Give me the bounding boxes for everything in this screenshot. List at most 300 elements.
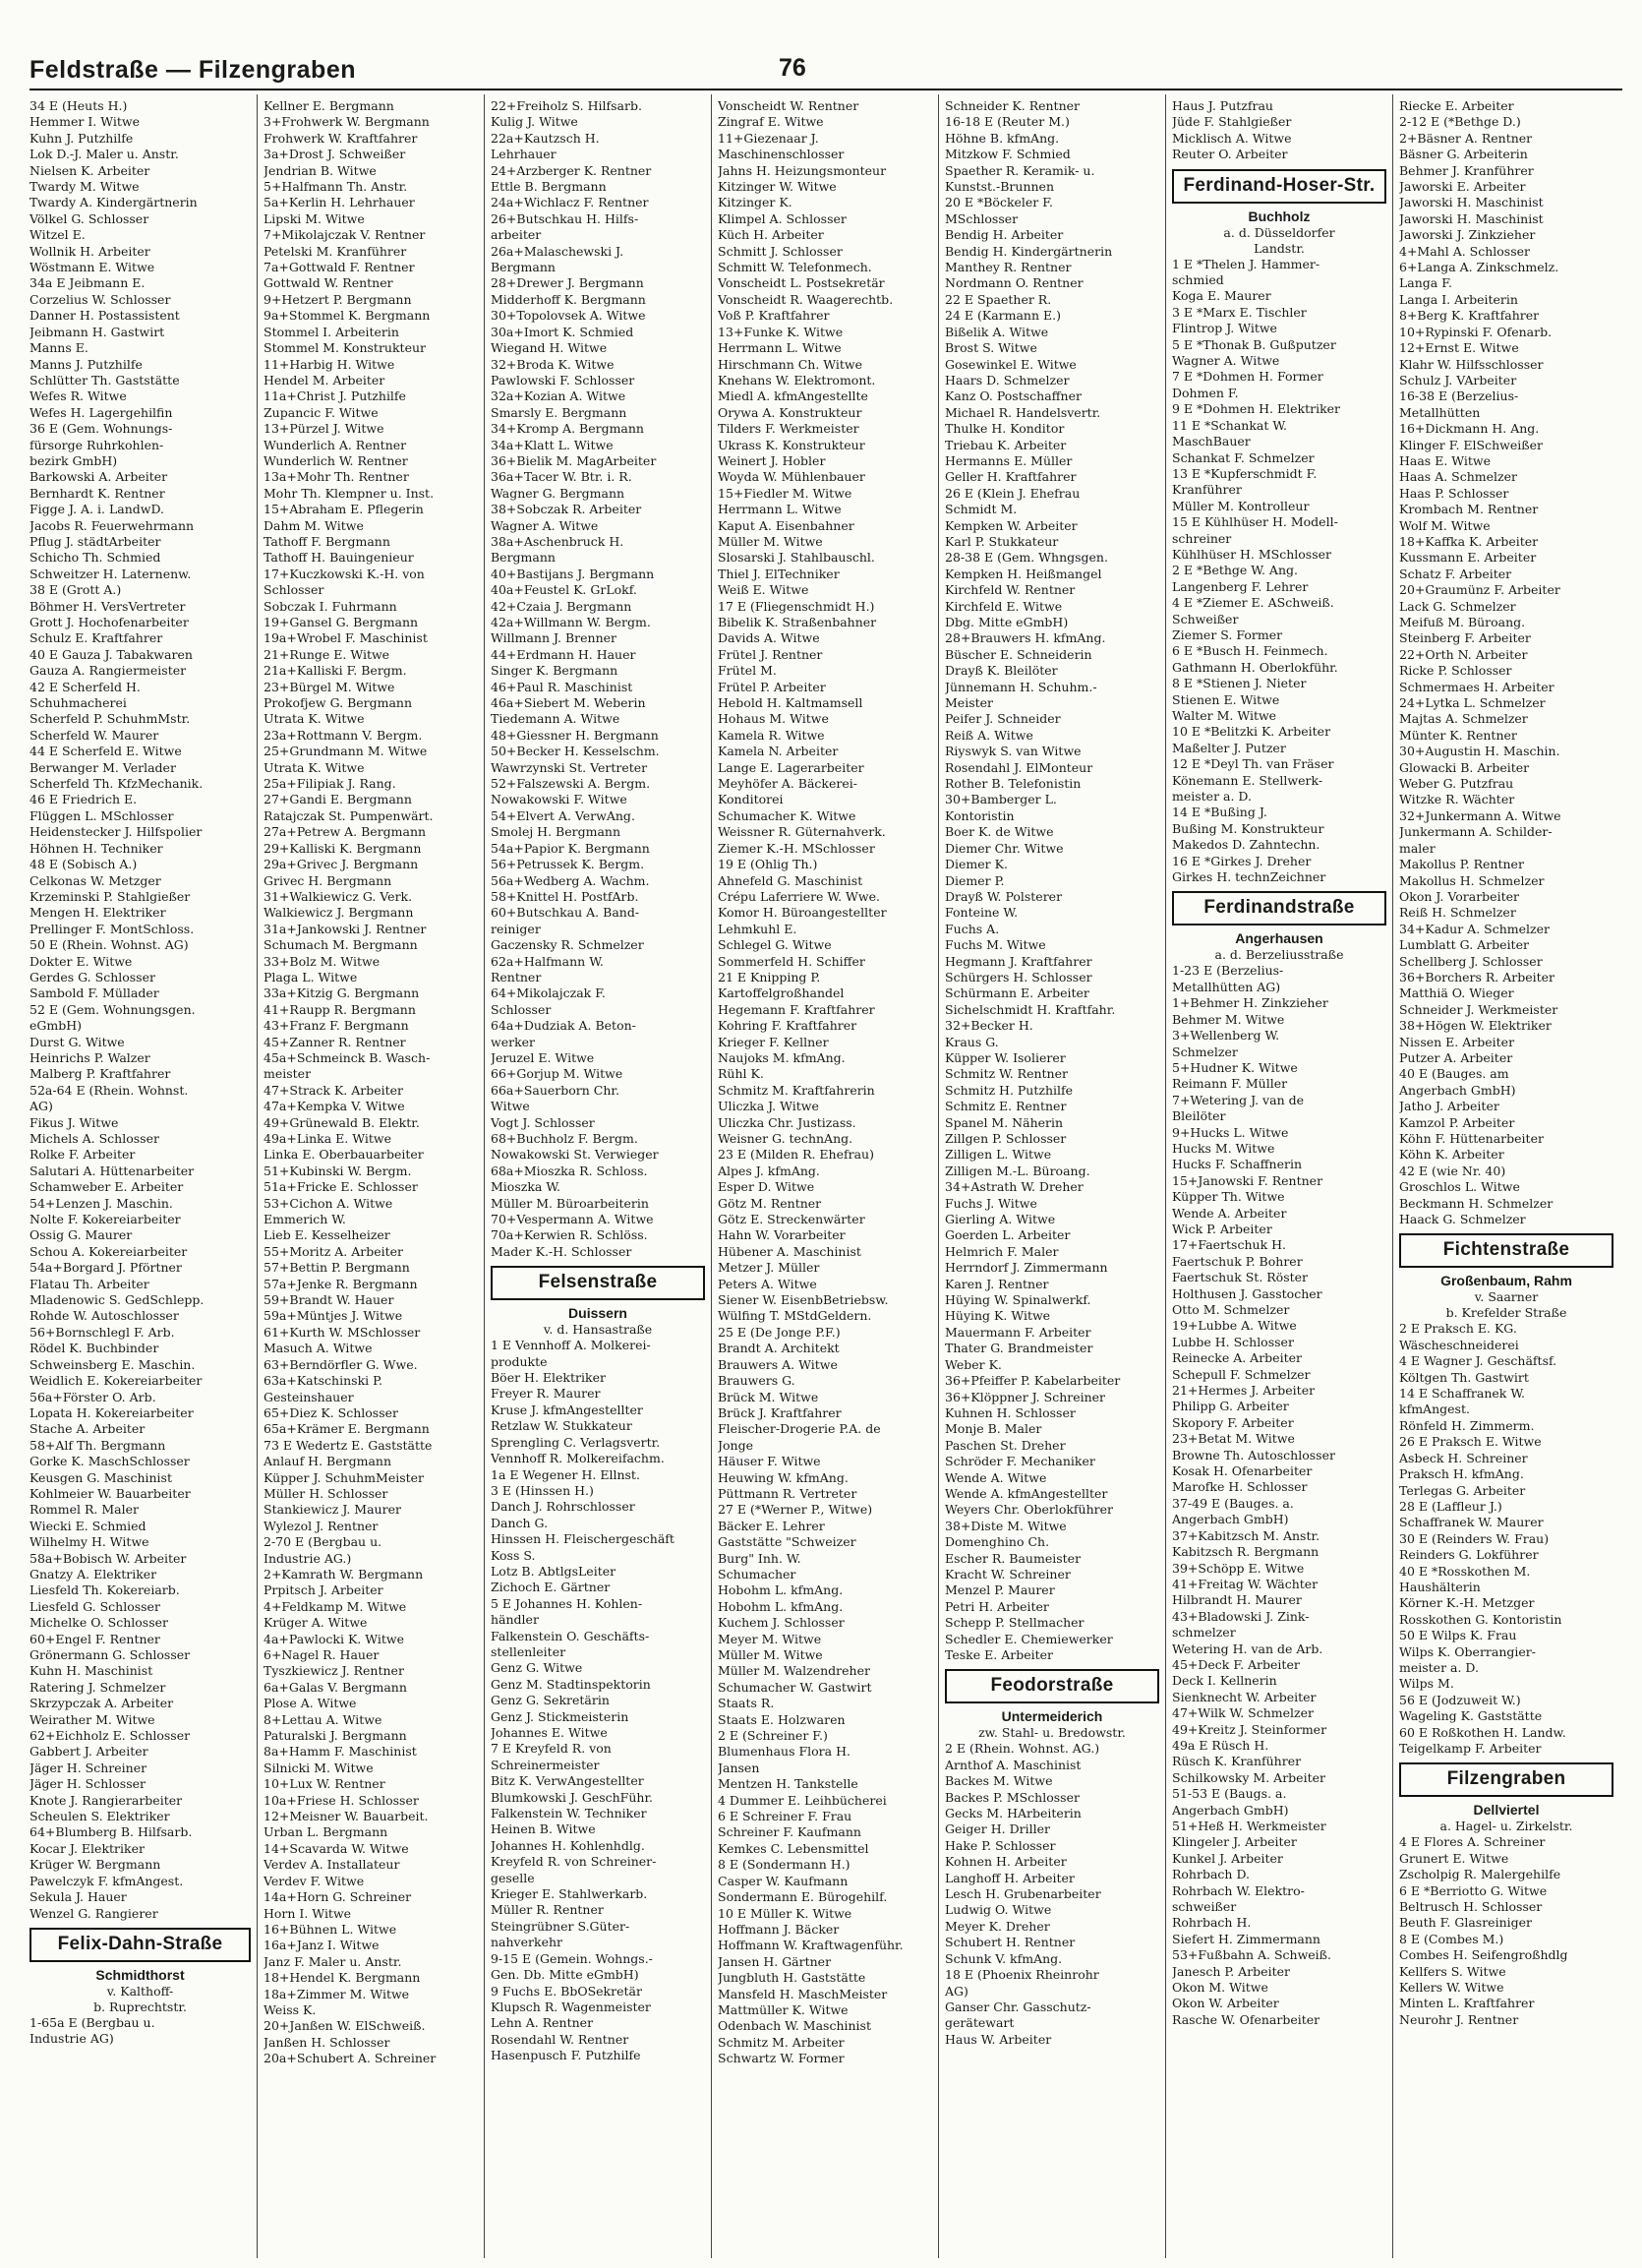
directory-entry: Schmitz E. Rentner (945, 1099, 1067, 1114)
directory-entry: Burg" Inh. W. (718, 1550, 801, 1566)
directory-entry: 2+Bäsner A. Rentner (1399, 130, 1533, 146)
directory-entry: Angerbach GmbH) (1172, 1512, 1289, 1527)
directory-entry: Brück M. Witwe (718, 1389, 819, 1404)
directory-entry: Reinders G. Lokführer (1399, 1547, 1539, 1563)
directory-entry: Vennhoff R. Molkereifachm. (491, 1451, 665, 1466)
directory-entry: Sondermann E. Bürogehilf. (718, 1889, 888, 1905)
directory-entry: Schedler E. Chemiewerker (945, 1631, 1113, 1646)
directory-entry: Maschinenschlosser (718, 147, 845, 162)
directory-entry: Heuwing W. kfmAng. (718, 1469, 849, 1485)
directory-entry: Frohwerk W. Kraftfahrer (264, 130, 418, 146)
directory-entry: 1 E *Thelen J. Hammer- (1172, 256, 1320, 271)
directory-entry: 49+Grünewald B. Elektr. (264, 1114, 420, 1130)
directory-entry: 2-70 E (Bergbau u. (264, 1534, 382, 1550)
directory-column-5 (938, 94, 1165, 2258)
directory-entry: Mitzkow F. Schmied (945, 147, 1071, 162)
directory-entry: Wenzel G. Rangierer (29, 1905, 158, 1921)
directory-entry: Meyer K. Dreher (945, 1918, 1050, 1934)
directory-entry: Grönermann G. Schlosser (29, 1647, 191, 1662)
directory-entry: Schilkowsky M. Arbeiter (1172, 1769, 1325, 1785)
directory-entry: Genz M. Stadtinspektorin (491, 1676, 651, 1692)
directory-entry: 63+Berndörfler G. Wwe. (264, 1356, 418, 1372)
directory-entry: 3+Frohwerk W. Bergmann (264, 114, 430, 130)
directory-entry: Falkenstein W. Techniker (491, 1806, 647, 1821)
directory-entry: Gaczensky R. Schmelzer (491, 937, 644, 953)
directory-column-2 (257, 94, 484, 2258)
directory-entry: Weiss K. (264, 2001, 317, 2017)
directory-entry: Weidlich E. Kokereiarbeiter (29, 1373, 203, 1389)
directory-entry: Schulz E. Kraftfahrer (29, 630, 163, 646)
directory-entry: Zilligen M.-L. Büroang. (945, 1163, 1090, 1178)
directory-entry: Hucks M. Witwe (1172, 1140, 1275, 1156)
directory-entry: Mengen H. Elektriker (29, 905, 166, 921)
directory-entry: Flatau Th. Arbeiter (29, 1276, 149, 1291)
directory-entry: Bendig H. Kindergärtnerin (945, 243, 1113, 259)
directory-entry: Ratajczak St. Pumpenwärt. (264, 807, 434, 823)
directory-entry: Grunert E. Witwe (1399, 1850, 1509, 1866)
directory-entry: Lehrhauer (491, 147, 557, 162)
directory-entry: Scherfeld P. SchuhmMstr. (29, 711, 191, 727)
directory-entry: Zscholpig R. Malergehilfe (1399, 1867, 1561, 1882)
directory-entry: Konditorei (718, 792, 784, 807)
directory-entry: 32a+Kozian A. Witwe (491, 388, 626, 404)
directory-entry: Klingeler J. Arbeiter (1172, 1834, 1297, 1850)
directory-entry: Zupancic F. Witwe (264, 404, 379, 420)
directory-entry: 8a+Hamm F. Maschinist (264, 1744, 417, 1760)
directory-entry: Schumacher (718, 1566, 796, 1582)
directory-entry: 11 E *Schankat W. (1172, 417, 1288, 433)
directory-entry: 48+Giessner H. Bergmann (491, 727, 659, 743)
directory-entry: Groschlos L. Witwe (1399, 1179, 1520, 1195)
directory-entry: 3 E (Hinssen H.) (491, 1482, 594, 1498)
directory-entry: 20+Graumünz F. Arbeiter (1399, 582, 1560, 598)
directory-entry: Weisner G. technAng. (718, 1131, 853, 1146)
directory-entry: 42 E Scherfeld H. (29, 679, 141, 694)
directory-entry: 19a+Wrobel F. Maschinist (264, 630, 428, 646)
directory-entry: 9-15 E (Gemein. Wohngs.- (491, 1950, 653, 1966)
directory-entry: 36+Klöppner J. Schreiner (945, 1389, 1106, 1404)
directory-entry: Spanel M. Näherin (945, 1114, 1064, 1130)
street-location: v. Saarner (1474, 1289, 1539, 1305)
directory-entry: Schreinermeister (491, 1757, 600, 1772)
directory-entry: Davids A. Witwe (718, 630, 820, 646)
directory-entry: Kamzol P. Arbeiter (1399, 1114, 1515, 1130)
directory-entry: Makedos D. Zahntechn. (1172, 837, 1320, 853)
directory-entry: Stommel I. Arbeiterin (264, 324, 399, 339)
directory-entry: Vogt J. Schlosser (491, 1114, 595, 1130)
directory-entry: 10+Rypinski F. Ofenarb. (1399, 324, 1553, 339)
directory-entry: Kohring F. Kraftfahrer (718, 1018, 857, 1034)
directory-entry: 26+Butschkau H. Hilfs- (491, 210, 639, 226)
directory-entry: 9+Hucks L. Witwe (1172, 1124, 1289, 1140)
directory-entry: Stommel M. Konstrukteur (264, 340, 426, 356)
directory-entry: Herrmann L. Witwe (718, 502, 842, 517)
directory-entry: kfmAngest. (1399, 1402, 1470, 1417)
directory-entry: Mansfeld H. MaschMeister (718, 1986, 888, 2001)
page-header (29, 51, 1622, 85)
directory-entry: stellenleiter (491, 1643, 566, 1659)
directory-entry: 1-65a E (Bergbau u. (29, 2014, 155, 2030)
directory-entry: Schweißer (1172, 611, 1239, 627)
directory-entry: Kirchfeld E. Witwe (945, 598, 1063, 614)
directory-entry: 2 E *Bethge W. Ang. (1172, 563, 1298, 578)
district-name: Duissern (568, 1305, 627, 1322)
directory-entry: schmelzer (1172, 1625, 1236, 1641)
street-location: Landstr. (1254, 240, 1305, 256)
directory-entry: Drayß W. Polsterer (945, 888, 1063, 904)
directory-entry: Uliczka J. Witwe (718, 1099, 819, 1114)
directory-entry: Kreyfeld R. von Schreiner- (491, 1854, 657, 1870)
directory-entry: Ossig G. Maurer (29, 1227, 133, 1243)
directory-entry: Okon W. Arbeiter (1172, 1996, 1279, 2011)
directory-entry: Micklisch A. Witwe (1172, 130, 1292, 146)
directory-entry: 50+Becker H. Kesselschm. (491, 744, 660, 759)
directory-entry: Michelke O. Schlosser (29, 1615, 168, 1631)
directory-entry: 70a+Kerwien R. Schlöss. (491, 1227, 648, 1243)
directory-entry: Browne Th. Autoschlosser (1172, 1447, 1335, 1462)
directory-entry: 38 E (Grott A.) (29, 582, 122, 598)
directory-entry: Kaput A. Eisenbahner (718, 517, 854, 533)
directory-entry: Kracht W. Schreiner (945, 1566, 1071, 1582)
directory-entry: 22+Freiholz S. Hilfsarb. (491, 98, 642, 113)
directory-entry: Frütel M. (718, 663, 777, 679)
directory-entry: Utrata K. Witwe (264, 759, 365, 775)
directory-entry: Jäger H. Schreiner (29, 1760, 147, 1775)
directory-entry: Angerbach GmbH) (1399, 1082, 1516, 1098)
directory-entry: Wiecki E. Schmied (29, 1518, 147, 1533)
directory-entry: 66+Gorjup M. Witwe (491, 1066, 623, 1082)
directory-entry: 24+Lytka L. Schmelzer (1399, 695, 1546, 711)
directory-entry: Nowakowski St. Verwieger (491, 1147, 659, 1163)
directory-entry: 3+Wellenberg W. (1172, 1028, 1280, 1044)
directory-entry: Völkel G. Schlosser (29, 210, 149, 226)
directory-entry: Okon M. Witwe (1172, 1980, 1268, 1996)
directory-entry: Philipp G. Arbeiter (1172, 1399, 1289, 1414)
directory-entry: Kabitzsch R. Bergmann (1172, 1544, 1319, 1560)
directory-entry: 25+Grundmann M. Witwe (264, 744, 428, 759)
directory-entry: 17 E (Fliegenschmidt H.) (718, 598, 875, 614)
directory-entry: Kamela R. Witwe (718, 727, 825, 743)
directory-entry: 13+Funke K. Witwe (718, 324, 844, 339)
directory-entry: Janßen H. Schlosser (264, 2034, 390, 2050)
directory-entry: Gecks M. HArbeiterin (945, 1806, 1082, 1821)
directory-entry: Hilbrandt H. Maurer (1172, 1592, 1302, 1608)
directory-entry: Reimann F. Müller (1172, 1076, 1288, 1092)
directory-entry: Schumach M. Bergmann (264, 937, 418, 953)
directory-entry: Makollus H. Schmelzer (1399, 872, 1545, 888)
street-location: zw. Stahl- u. Bredowstr. (978, 1725, 1126, 1741)
directory-entry: Mader K.-H. Schlosser (491, 1243, 632, 1259)
directory-entry: Hinssen H. Fleischergeschäft (491, 1531, 674, 1547)
directory-entry: Sichelschmidt H. Kraftfahr. (945, 1001, 1116, 1017)
directory-entry: Wagner A. Witwe (1172, 353, 1280, 369)
directory-entry: 4a+Pawlocki K. Witwe (264, 1631, 404, 1646)
directory-entry: 17+Faertschuk H. (1172, 1237, 1286, 1253)
directory-entry: Küch H. Arbeiter (718, 227, 824, 243)
directory-entry: 42+Czaia J. Bergmann (491, 598, 632, 614)
directory-entry: Weyers Chr. Oberlokführer (945, 1502, 1114, 1518)
directory-entry: Rohrbach D. (1172, 1867, 1250, 1882)
directory-entry: Kamela N. Arbeiter (718, 744, 839, 759)
directory-entry: Haas P. Schlosser (1399, 485, 1509, 501)
directory-entry: Reuter O. Arbeiter (1172, 147, 1288, 162)
directory-entry: Jaworski H. Maschinist (1399, 195, 1544, 210)
directory-entry: Meyer M. Witwe (718, 1631, 822, 1646)
directory-entry: Midderhoff K. Bergmann (491, 291, 646, 307)
directory-entry: Thiel J. ElTechniker (718, 566, 840, 581)
directory-entry: 52 E (Gem. Wohnungsgen. (29, 1001, 196, 1017)
directory-entry: 10a+Friese H. Schlosser (264, 1792, 419, 1808)
directory-entry: 2+Kamrath W. Bergmann (264, 1566, 424, 1582)
district-name: Untermeiderich (1001, 1708, 1103, 1725)
directory-entry: Brauwers G. (718, 1373, 795, 1389)
directory-entry: Minten L. Kraftfahrer (1399, 1996, 1535, 2011)
directory-entry: Monje B. Maler (945, 1421, 1042, 1437)
directory-entry: Lubbe H. Schlosser (1172, 1334, 1294, 1349)
directory-entry: 45a+Schmeinck B. Wasch- (264, 1049, 431, 1065)
directory-entry: 51a+Fricke E. Schlosser (264, 1179, 418, 1195)
directory-entry: Metallhütten AG) (1172, 979, 1281, 994)
directory-entry: Flintrop J. Witwe (1172, 321, 1277, 336)
directory-entry: 5 E *Thonak B. Gußputzer (1172, 336, 1336, 352)
directory-entry: Bäcker E. Lehrer (718, 1518, 825, 1533)
directory-entry: Terlegas G. Arbeiter (1399, 1482, 1526, 1498)
directory-entry: Willmann J. Brenner (491, 630, 617, 646)
directory-entry: 22 E Spaether R. (945, 291, 1052, 307)
directory-entry: Danch J. Rohrschlosser (491, 1499, 635, 1515)
directory-entry: Weinert J. Hobler (718, 452, 826, 468)
directory-entry: 14 E *Bußing J. (1172, 805, 1267, 820)
directory-entry: 27+Gandi E. Bergmann (264, 792, 412, 807)
directory-entry: Ukrass K. Konstrukteur (718, 437, 865, 452)
directory-entry: Boer K. de Witwe (945, 824, 1054, 840)
directory-entry: Schmitz W. Rentner (945, 1066, 1068, 1082)
directory-entry: Blumenhaus Flora H. (718, 1744, 850, 1760)
directory-entry: Weirather M. Witwe (29, 1711, 155, 1727)
directory-entry: 33a+Kitzig G. Bergmann (264, 985, 420, 1001)
directory-entry: 46+Paul R. Maschinist (491, 679, 633, 694)
directory-entry: Haus W. Arbeiter (945, 2031, 1052, 2047)
directory-entry: Schürgers H. Schlosser (945, 969, 1092, 985)
directory-column-4 (711, 94, 938, 2258)
directory-entry: 4 E Flores A. Schreiner (1399, 1834, 1546, 1850)
directory-entry: Industrie AG.) (264, 1550, 352, 1566)
directory-entry: Frütel P. Arbeiter (718, 679, 826, 694)
directory-entry: Schubert H. Rentner (945, 1935, 1076, 1950)
directory-entry: 19 E (Ohlig Th.) (718, 857, 818, 872)
directory-entry: Genz G. Witwe (491, 1660, 583, 1676)
directory-entry: 31a+Jankowski J. Rentner (264, 921, 427, 936)
directory-entry: Bußing M. Konstrukteur (1172, 820, 1324, 836)
directory-entry: Kitzinger K. (718, 195, 792, 210)
directory-column-7 (1392, 94, 1619, 2258)
district-name: Dellviertel (1473, 1802, 1540, 1819)
directory-entry: 21a+Kalliski F. Bergm. (264, 663, 407, 679)
directory-entry: 27a+Petrew A. Bergmann (264, 824, 427, 840)
directory-entry: geselle (491, 1870, 535, 1885)
directory-entry: 15+Fiedler M. Witwe (718, 485, 852, 501)
directory-entry: Fleischer-Drogerie P.A. de (718, 1421, 881, 1437)
directory-entry: 64+Blumberg B. Hilfsarb. (29, 1824, 193, 1840)
directory-entry: Gorke K. MaschSchlosser (29, 1454, 190, 1469)
directory-entry: Kohnen H. Arbeiter (945, 1854, 1067, 1870)
directory-entry: Schweitzer H. Laternenw. (29, 566, 192, 581)
directory-entry: 40 E *Rosskothen M. (1399, 1563, 1531, 1579)
directory-entry: Wülfing T. MStdGeldern. (718, 1308, 872, 1324)
directory-entry: Fuchs M. Witwe (945, 937, 1046, 953)
directory-columns (29, 94, 1622, 2258)
directory-entry: Haas A. Schmelzer (1399, 469, 1517, 485)
directory-entry: Dbg. Mitte eGmbH) (945, 615, 1069, 629)
directory-entry: Meyhöfer A. Bäckerei- (718, 776, 857, 792)
directory-entry: Rother B. Telefonistin (945, 776, 1082, 792)
directory-entry: Wilhelmy H. Witwe (29, 1534, 149, 1550)
directory-entry: Lok D.-J. Maler u. Anstr. (29, 147, 179, 162)
directory-entry: Angerbach GmbH) (1172, 1802, 1289, 1818)
directory-entry: Mladenowic S. GedSchlepp. (29, 1292, 205, 1308)
directory-entry: 4+Feldkamp M. Witwe (264, 1598, 407, 1614)
directory-entry: Metallhütten (1399, 404, 1481, 420)
directory-entry: Koga E. Maurer (1172, 288, 1271, 304)
directory-entry: Smolej H. Bergmann (491, 824, 621, 840)
directory-entry: Hemmer I. Witwe (29, 114, 140, 130)
directory-entry: 23+Betat M. Witwe (1172, 1431, 1295, 1447)
directory-entry: 7+Wetering J. van de (1172, 1092, 1304, 1107)
directory-entry: 56a+Förster O. Arb. (29, 1389, 156, 1404)
directory-entry: Schlütter Th. Gaststätte (29, 372, 180, 388)
directory-entry: Krüger A. Witwe (264, 1615, 368, 1631)
directory-entry: Rosendahl W. Rentner (491, 2031, 629, 2047)
directory-entry: Beltrusch H. Schlosser (1399, 1899, 1543, 1915)
directory-entry: Vonscheidt W. Rentner (718, 98, 859, 113)
directory-entry: Ratering J. Schmelzer (29, 1679, 166, 1695)
directory-entry: Büscher E. Schneiderin (945, 646, 1092, 662)
directory-entry: Anlauf H. Bergmann (264, 1454, 391, 1469)
directory-entry: Stankiewicz J. Maurer (264, 1502, 401, 1518)
directory-entry: Pawelczyk F. kfmAngest. (29, 1873, 184, 1888)
directory-entry: Schmitz H. Putzhilfe (945, 1082, 1074, 1098)
directory-entry: Wende A. Arbeiter (1172, 1205, 1287, 1221)
directory-entry: 7 E *Dohmen H. Former (1172, 369, 1323, 385)
directory-entry: Wawrzynski St. Vertreter (491, 759, 648, 775)
directory-entry: Dokter E. Witwe (29, 953, 133, 969)
directory-entry: Hohaus M. Witwe (718, 711, 829, 727)
directory-entry: Danch G. (491, 1515, 549, 1530)
directory-entry: 32+Junkermann A. Witwe (1399, 807, 1561, 823)
directory-entry: Schürmann E. Arbeiter (945, 985, 1089, 1001)
directory-entry: Kulig J. Witwe (491, 114, 578, 130)
directory-entry: Kühlhüser H. MSchlosser (1172, 546, 1332, 562)
directory-entry: Haus J. Putzfrau (1172, 98, 1273, 113)
directory-entry: 56 E (Jodzuweit W.) (1399, 1692, 1521, 1707)
directory-entry: Sobczak I. Fuhrmann (264, 598, 397, 614)
directory-entry: 61+Kurth W. MSchlosser (264, 1324, 421, 1340)
directory-entry: 25a+Filipiak J. Rang. (264, 776, 396, 792)
directory-entry: 13+Pürzel J. Witwe (264, 421, 384, 437)
directory-entry: 48 E (Sobisch A.) (29, 857, 138, 872)
directory-entry: Wolf M. Witwe (1399, 517, 1491, 533)
directory-entry: 14+Scavarda W. Witwe (264, 1840, 409, 1856)
directory-entry: 15+Abraham E. Pflegerin (264, 502, 424, 517)
directory-entry: Wagner G. Bergmann (491, 485, 625, 501)
directory-entry: Langenberg F. Lehrer (1172, 578, 1309, 594)
street-heading: Feodorstraße (945, 1669, 1159, 1703)
directory-entry: Janz F. Maler u. Anstr. (264, 1953, 402, 1969)
directory-entry: schreiner (1172, 530, 1232, 546)
directory-entry: Haushälterin (1399, 1579, 1481, 1594)
directory-entry: Bißelik A. Witwe (945, 324, 1049, 339)
directory-entry: 6 E Schreiner F. Frau (718, 1809, 852, 1824)
directory-entry: Gaststätte "Schweizer (718, 1534, 856, 1550)
directory-entry: 9 E *Dohmen H. Elektriker (1172, 401, 1341, 417)
directory-entry: 70+Vespermann A. Witwe (491, 1212, 654, 1227)
directory-entry: Walkiewicz J. Bergmann (264, 905, 414, 921)
directory-entry: 26a+Malaschewski J. (491, 243, 624, 259)
directory-entry: Kruse J. kfmAngestellter (491, 1402, 643, 1417)
directory-entry: 32+Becker H. (945, 1018, 1033, 1034)
directory-entry: Teske E. Arbeiter (945, 1647, 1053, 1662)
directory-entry: 11+Giezenaar J. (718, 130, 819, 146)
directory-entry: Fikus J. Witwe (29, 1114, 119, 1130)
directory-entry: Woyda W. Mühlenbauer (718, 469, 865, 485)
directory-entry: 1 E Vennhoff A. Molkerei- (491, 1338, 651, 1353)
directory-entry: Hendel M. Arbeiter (264, 372, 385, 388)
directory-entry: Johannes H. Kohlenhdlg. (491, 1837, 645, 1853)
directory-entry: 65a+Krämer E. Bergmann (264, 1421, 430, 1437)
directory-entry: 5+Halfmann Th. Anstr. (264, 179, 408, 195)
directory-entry: Kempken W. Arbeiter (945, 517, 1078, 533)
directory-entry: Staats R. (718, 1696, 775, 1711)
directory-entry: Singer K. Bergmann (491, 663, 618, 679)
directory-entry: Herrmann L. Witwe (718, 340, 842, 356)
directory-entry: Skopory F. Arbeiter (1172, 1414, 1294, 1430)
directory-entry: 58a+Bobisch W. Arbeiter (29, 1550, 187, 1566)
directory-entry: Mioszka W. (491, 1179, 560, 1195)
directory-entry: Krieger F. Kellner (718, 1034, 829, 1049)
directory-entry: Danner H. Postassistent (29, 308, 180, 324)
directory-entry: 20 E *Böckeler F. (945, 195, 1053, 210)
directory-entry: Heinen B. Witwe (491, 1821, 596, 1837)
directory-entry: Karen J. Rentner (945, 1276, 1049, 1291)
directory-entry: 8+Lettau A. Witwe (264, 1711, 382, 1727)
directory-entry: 17+Kuczkowski K.-H. von (264, 566, 425, 581)
directory-entry: 59a+Müntjes J. Witwe (264, 1308, 403, 1324)
directory-entry: Horn I. Witwe (264, 1905, 352, 1921)
directory-entry: Masuch A. Witwe (264, 1341, 373, 1356)
directory-entry: Hirschmann Ch. Witwe (718, 356, 863, 372)
directory-entry: 8 E (Combes M.) (1399, 1931, 1504, 1946)
directory-entry: 38+Högen W. Elektriker (1399, 1018, 1552, 1034)
directory-entry: 15+Janowski F. Rentner (1172, 1172, 1323, 1188)
directory-entry: meister (264, 1066, 312, 1082)
directory-entry: Hahn W. Vorarbeiter (718, 1227, 846, 1243)
directory-entry: Rohrbach H. (1172, 1915, 1252, 1931)
directory-entry: Schumacher K. Witwe (718, 807, 856, 823)
directory-entry: 5+Hudner K. Witwe (1172, 1059, 1298, 1075)
directory-entry: Verdev F. Witwe (264, 1873, 365, 1888)
directory-entry: Nielsen K. Arbeiter (29, 162, 150, 178)
street-location: b. Ruprechtstr. (93, 1999, 187, 2014)
directory-entry: Gnatzy A. Elektriker (29, 1566, 157, 1582)
directory-entry: Schumacher W. Gastwirt (718, 1679, 872, 1695)
directory-entry: Vonscheidt L. Postsekretär (718, 275, 885, 291)
directory-entry: Lieb E. Kesselheizer (264, 1227, 390, 1243)
street-location: a. d. Berzeliusstraße (1214, 947, 1344, 963)
directory-entry: Götz M. Rentner (718, 1195, 822, 1211)
directory-entry: 40a+Feustel K. GrLokf. (491, 582, 637, 598)
directory-entry: Keusgen G. Maschinist (29, 1469, 172, 1485)
directory-entry: Voß P. Kraftfahrer (718, 308, 830, 324)
